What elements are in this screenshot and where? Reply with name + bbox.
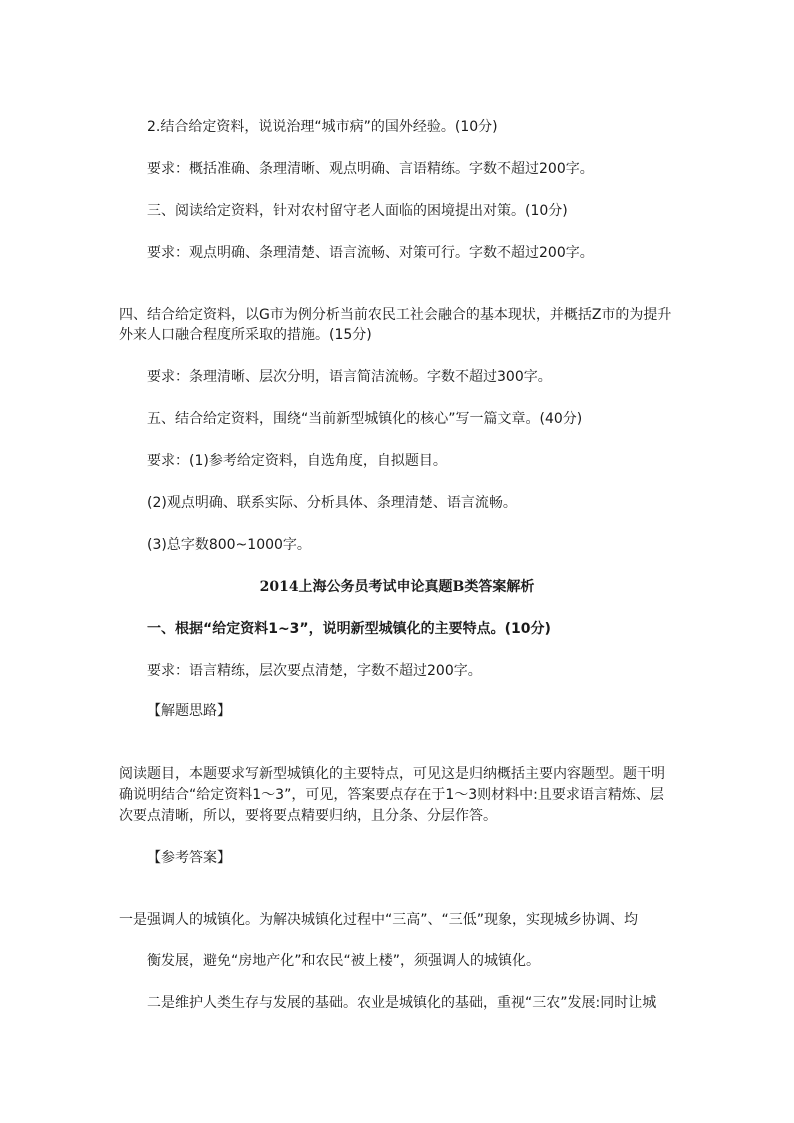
answer-section-title: 2014上海公务员考试申论真题B类答案解析 — [259, 579, 535, 595]
analysis-label: 【解题思路】 — [147, 703, 231, 719]
reference-answer-line3: 二是维护人类生存与发展的基础。农业是城镇化的基础，重视“三农”发展:同时让城 — [147, 995, 657, 1011]
question-2-text: 2.结合给定资料，说说治理“城市病”的国外经验。(10分) — [147, 119, 498, 135]
question-5-requirement-1: 要求：(1)参考给定资料，自选角度，自拟题目。 — [147, 453, 447, 469]
question-5-text: 五、结合给定资料，围绕“当前新型城镇化的核心”写一篇文章。(40分) — [147, 411, 583, 427]
analysis-text-line3: 次要点清晰，所以，要将要点精要归纳，且分条、分层作答。 — [119, 808, 497, 824]
analysis-text-line2: 确说明结合“给定资料1～3”，可见，答案要点存在于1～3则材料中:且要求语言精炼、层 — [119, 787, 664, 803]
reference-answer-line2: 衡发展，避免“房地产化”和农民“被上楼”，须强调人的城镇化。 — [147, 953, 541, 969]
reference-answer-label: 【参考答案】 — [147, 850, 231, 866]
answer-1-requirement: 要求：语言精练，层次要点清楚，字数不超过200字。 — [147, 663, 482, 679]
reference-answer-line1: 一是强调人的城镇化。为解决城镇化过程中“三高”、“三低”现象，实现城乡协调、均 — [119, 912, 639, 928]
question-3-requirement: 要求：观点明确、条理清楚、语言流畅、对策可行。字数不超过200字。 — [147, 245, 594, 261]
answer-1-heading: 一、根据“给定资料1~3”，说明新型城镇化的主要特点。(10分) — [147, 621, 551, 637]
question-2-requirement: 要求：概括准确、条理清晰、观点明确、言语精练。字数不超过200字。 — [147, 161, 594, 177]
question-4-text-line1: 四、结合给定资料，以G市为例分析当前农民工社会融合的基本现状，并概括Z市的为提升 — [119, 307, 672, 323]
question-4-requirement: 要求：条理清晰、层次分明，语言简洁流畅。字数不超过300字。 — [147, 369, 552, 385]
question-5-requirement-2: (2)观点明确、联系实际、分析具体、条理清楚、语言流畅。 — [147, 495, 517, 511]
analysis-text-line1: 阅读题目，本题要求写新型城镇化的主要特点，可见这是归纳概括主要内容题型。题干明 — [119, 766, 665, 782]
question-3-text: 三、阅读给定资料，针对农村留守老人面临的困境提出对策。(10分) — [147, 203, 568, 219]
question-4-text-line2: 外来人口融合程度所采取的措施。(15分) — [119, 327, 372, 343]
question-5-requirement-3: (3)总字数800~1000字。 — [147, 537, 311, 553]
